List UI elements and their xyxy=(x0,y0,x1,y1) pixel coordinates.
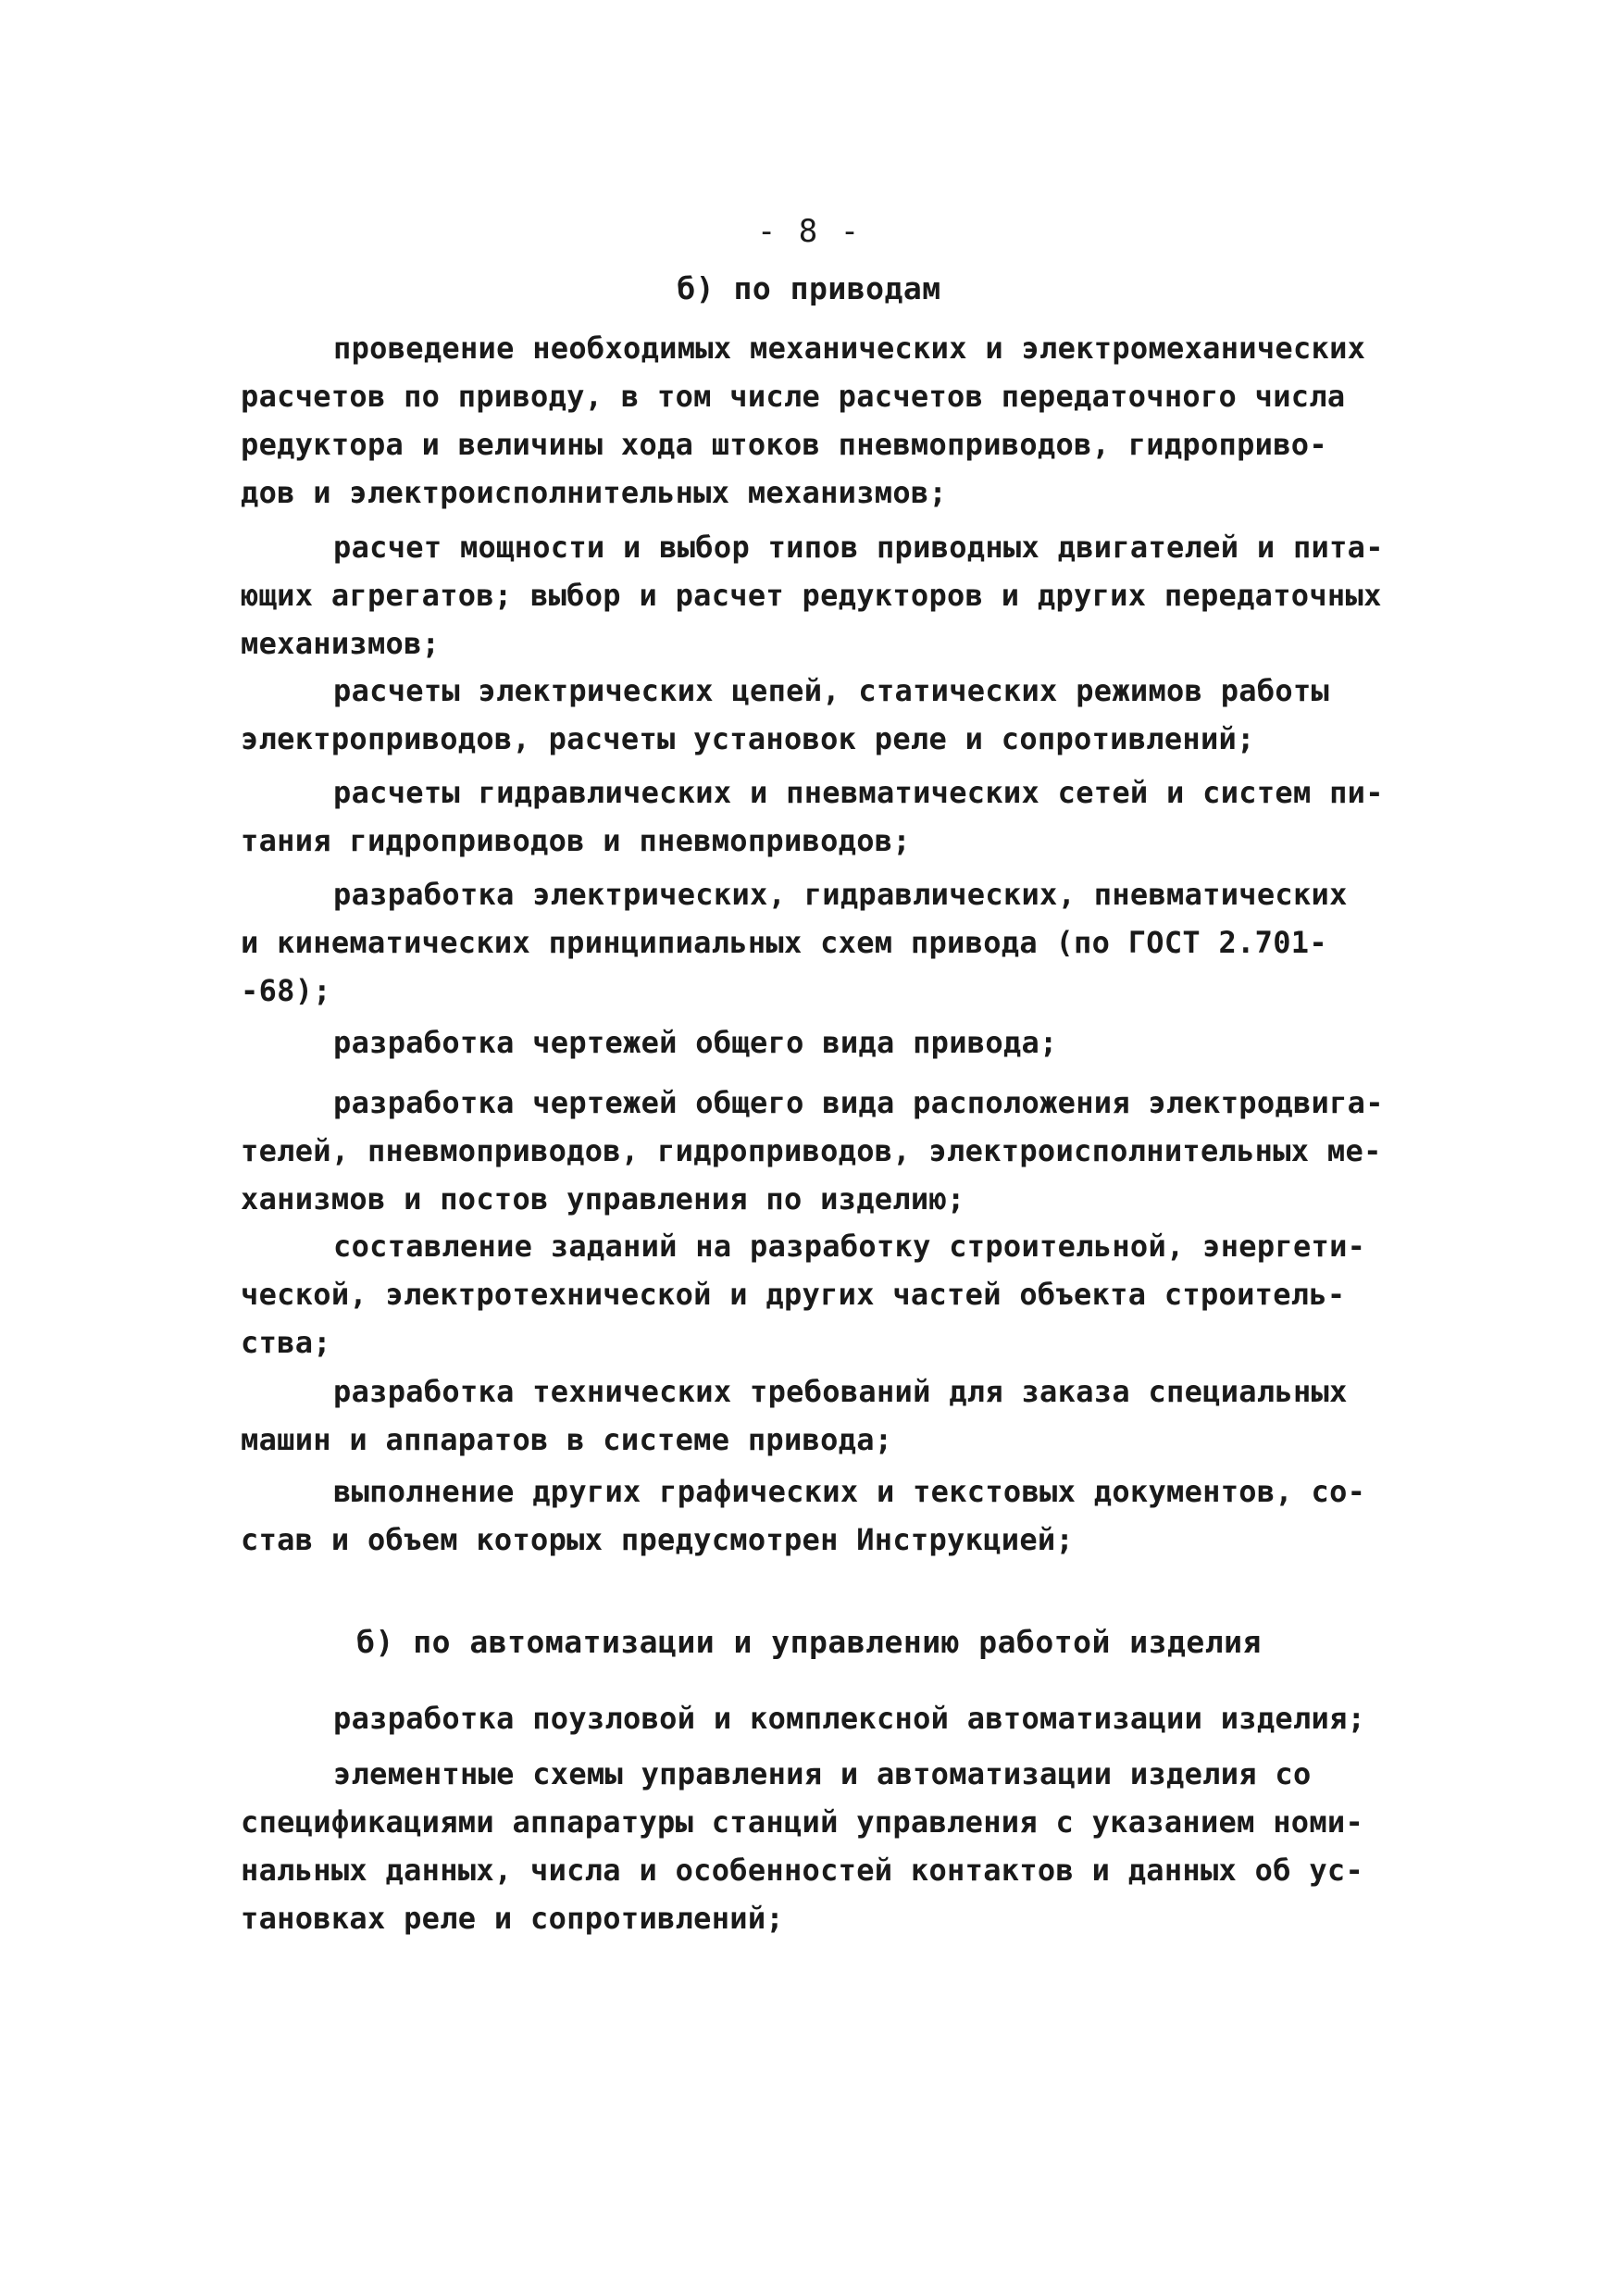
page-number: - 8 - xyxy=(756,213,862,250)
text-line: ханизмов и постов управления по изделию; xyxy=(241,1181,965,1217)
text-line: элементные схемы управления и автоматизации изделия со xyxy=(333,1756,1312,1791)
text-line: расчетов по приводу, в том числе расчетов передаточного числа xyxy=(241,379,1346,414)
text-line: разработка чертежей общего вида привода; xyxy=(333,1025,1058,1060)
paragraph xyxy=(241,1222,1407,1366)
paragraph xyxy=(241,667,1407,763)
text-line: ства; xyxy=(241,1325,331,1360)
text-line: расчет мощности и выбор типов приводных двигателей и пита- xyxy=(333,530,1384,565)
paragraph xyxy=(241,768,1407,865)
text-line: ющих агрегатов; выбор и расчет редукторов и других передаточных xyxy=(241,578,1382,613)
paragraph xyxy=(241,1367,1407,1464)
paragraph xyxy=(241,1018,1407,1067)
paragraph xyxy=(241,324,1407,517)
text-line: тания гидроприводов и пневмоприводов; xyxy=(241,823,911,858)
paragraph xyxy=(241,523,1407,668)
paragraph xyxy=(241,1750,1407,1942)
text-line: составление заданий на разработку строительной, энергети- xyxy=(333,1229,1366,1264)
text-line: механизмов; xyxy=(241,626,441,661)
text-line: телей, пневмоприводов, гидроприводов, электроисполнительных ме- xyxy=(241,1133,1382,1168)
text-line: тановках реле и сопротивлений; xyxy=(241,1901,784,1936)
text-line: машин и аппаратов в системе привода; xyxy=(241,1422,893,1457)
text-line: разработка технических требований для заказа специальных xyxy=(333,1374,1348,1409)
text-line: разработка поузловой и комплексной автоматизации изделия; xyxy=(333,1701,1366,1736)
paragraph xyxy=(241,1467,1407,1564)
text-line: расчеты гидравлических и пневматических сетей и систем пи- xyxy=(333,775,1384,810)
text-line: выполнение других графических и текстовых документов, со- xyxy=(333,1474,1366,1509)
paragraph xyxy=(241,1694,1407,1742)
text-line: разработка чертежей общего вида расположения электродвига- xyxy=(333,1085,1384,1120)
section-heading-drives: б) по приводам xyxy=(677,270,941,306)
text-line: -68); xyxy=(241,973,331,1008)
text-line: и кинематических принципиальных схем привода (по ГОСТ 2.701- xyxy=(241,925,1327,960)
text-line: расчеты электрических цепей, статических режимов работы xyxy=(333,673,1330,708)
paragraph xyxy=(241,1079,1407,1223)
text-line: проведение необходимых механических и электромеханических xyxy=(333,331,1366,366)
text-line: спецификациями аппаратуры станций управления с указанием номи- xyxy=(241,1804,1364,1840)
text-line: став и объем которых предусмотрен Инструкцией; xyxy=(241,1522,1075,1557)
text-line: нальных данных, числа и особенностей контактов и данных об ус- xyxy=(241,1853,1364,1888)
section-heading-automation: б) по автоматизации и управлению работой изделия xyxy=(356,1624,1262,1660)
text-line: дов и электроисполнительных механизмов; xyxy=(241,475,948,510)
text-line: редуктора и величины хода штоков пневмоприводов, гидроприво- xyxy=(241,427,1327,462)
paragraph xyxy=(241,870,1407,1015)
text-line: ческой, электротехнической и других частей объекта строитель- xyxy=(241,1277,1346,1312)
text-line: электроприводов, расчеты установок реле и сопротивлений; xyxy=(241,721,1255,756)
text-line: разработка электрических, гидравлических, пневматических xyxy=(333,877,1348,912)
